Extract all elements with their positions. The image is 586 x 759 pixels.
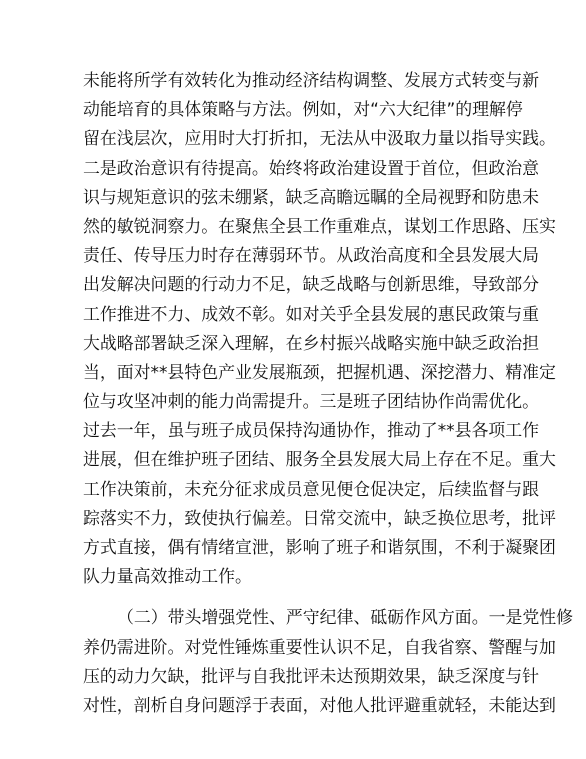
paragraph-1-line: 留在浅层次，应用时大打折扣，无法从中汲取力量以指导实践。 — [83, 128, 556, 149]
paragraph-1-line: 方式直接，偶有情绪宣泄，影响了班子和谐氛围，不利于凝聚团 — [83, 537, 556, 557]
paragraph-1-line: 位与攻坚冲刺的能力尚需提升。三是班子团结协作尚需优化。 — [83, 391, 540, 412]
paragraph-2-line: （二）带头增强党性、严守纪律、砥砺作风方面。一是党性修 — [117, 607, 574, 628]
paragraph-1-line: 二是政治意识有待提高。始终将政治建设置于首位，但政治意 — [83, 157, 540, 178]
paragraph-2 — [83, 603, 574, 720]
paragraph-1-line: 进展，但在维护班子团结、服务全县发展大局上存在不足。重大 — [83, 449, 556, 470]
document-body — [83, 66, 574, 720]
paragraph-1-line: 然的敏锐洞察力。在聚焦全县工作重难点，谋划工作思路、压实 — [83, 215, 556, 236]
paragraph-spacer — [83, 591, 513, 603]
paragraph-2-line: 压的动力欠缺，批评与自我批评未达预期效果，缺乏深度与针 — [83, 665, 540, 686]
paragraph-1-line: 动能培育的具体策略与方法。例如，对“六大纪律”的理解停 — [83, 99, 523, 120]
paragraph-1-line: 大战略部署缺乏深入理解，在乡村振兴战略实施中缺乏政治担 — [83, 332, 540, 353]
paragraph-1-line: 队力量高效推动工作。 — [83, 566, 252, 587]
paragraph-1-line: 过去一年，虽与班子成员保持沟通协作，推动了**县各项工作 — [83, 420, 540, 441]
paragraph-2-line: 养仍需进阶。对党性锤炼重要性认识不足，自我省察、警醒与加 — [83, 636, 556, 657]
paragraph-1-line: 识与规矩意识的弦未绷紧，缺乏高瞻远瞩的全局视野和防患未 — [83, 186, 540, 207]
paragraph-2-line: 对性，剖析自身问题浮于表面，对他人批评避重就轻，未能达到 — [83, 694, 556, 715]
paragraph-1-line: 出发解决问题的行动力不足，缺乏战略与创新思维，导致部分 — [83, 274, 540, 295]
paragraph-1-line: 当，面对**县特色产业发展瓶颈，把握机遇、深挖潜力、精准定 — [83, 361, 556, 382]
paragraph-1-line: 未能将所学有效转化为推动经济结构调整、发展方式转变与新 — [83, 70, 540, 90]
paragraph-1 — [83, 66, 556, 591]
paragraph-1-line: 工作决策前，未充分征求成员意见便仓促决定，后续监督与跟 — [83, 478, 540, 499]
paragraph-1-line: 工作推进不力、成效不彰。如对关乎全县发展的惠民政策与重 — [83, 303, 540, 324]
paragraph-1-line: 踪落实不力，致使执行偏差。日常交流中，缺乏换位思考，批评 — [83, 507, 556, 528]
paragraph-1-line: 责任、传导压力时存在薄弱环节。从政治高度和全县发展大局 — [83, 245, 540, 266]
